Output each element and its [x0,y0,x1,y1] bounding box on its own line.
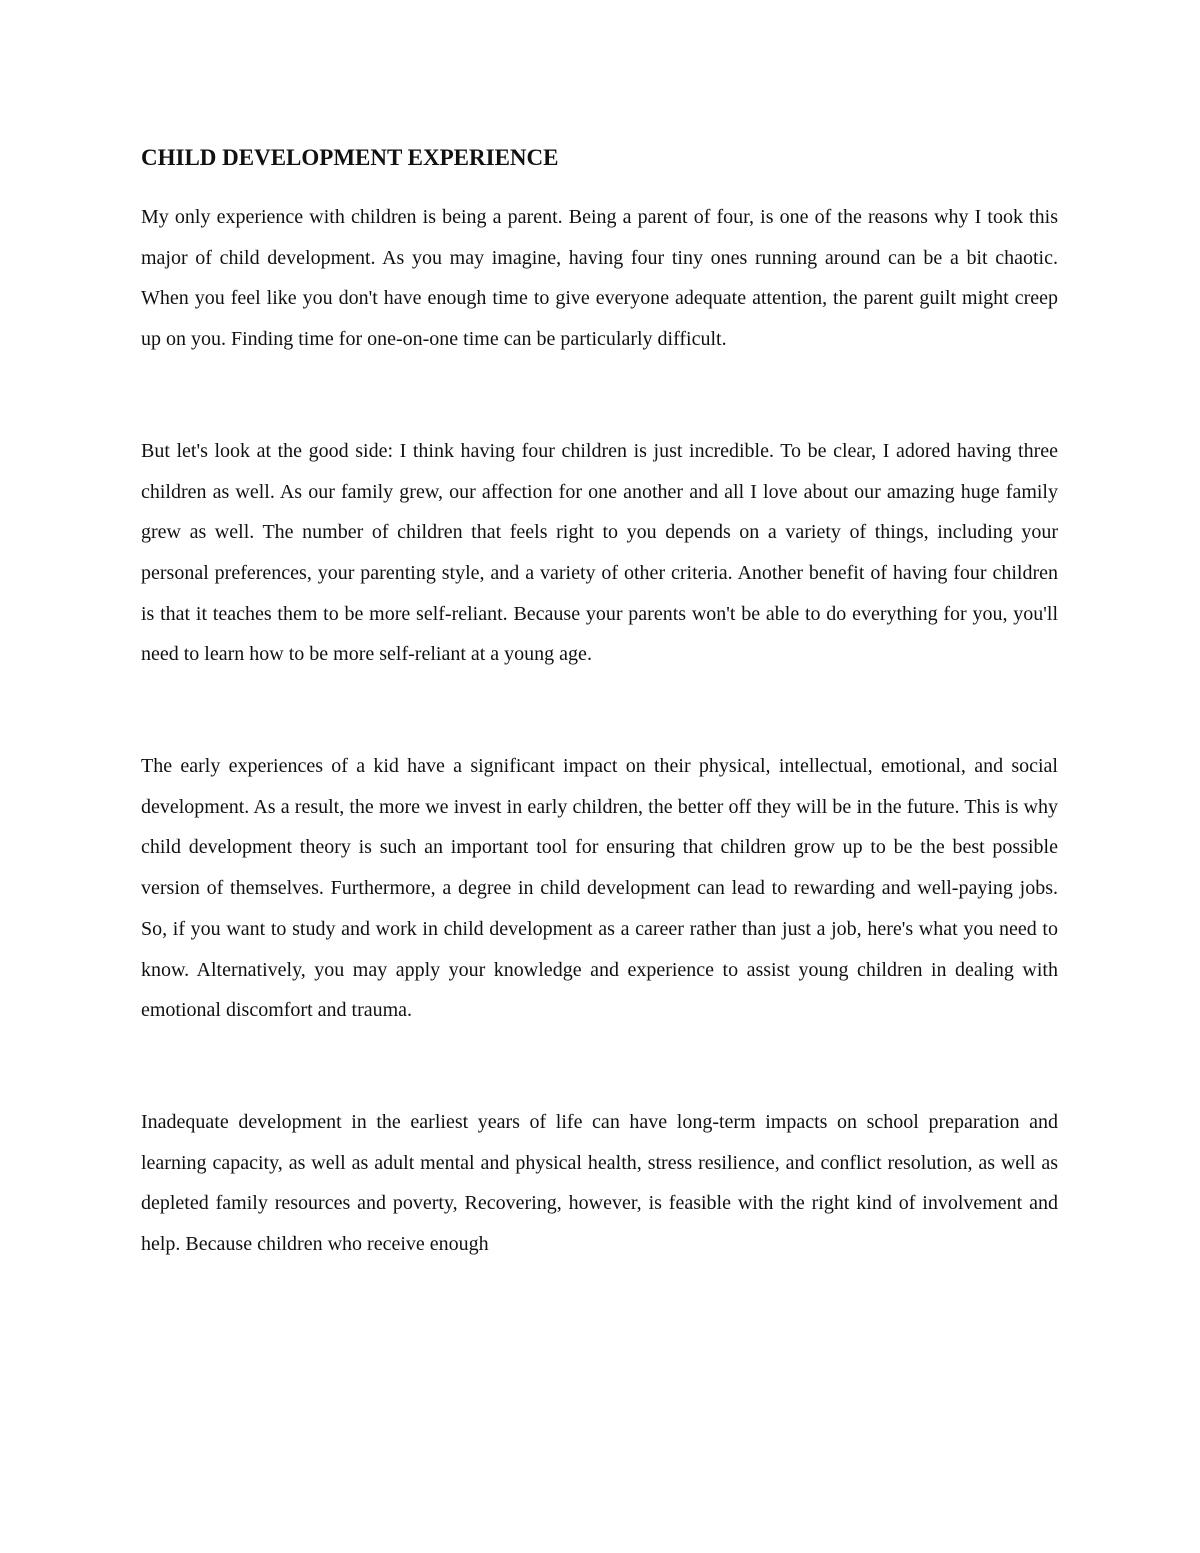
paragraph-parenting-experience: My only experience with children is being a parent. Being a parent of four, is one of the reasons why I took this major of child development. As you may imagine, having four tiny ones running around can be a bit chaotic. When you feel like you don't have enough time to give everyone adequate attention, the parent guilt might creep up on you. Finding time for one-on-one time can be particularly difficult. [141,206,1058,351]
paragraph-early-experiences: The early experiences of a kid have a significant impact on their physical, intellectual, emotional, and social development. As a result, the more we invest in early children, the better off they will be in the future. This is why child development theory is such an important tool for ensuring that children grow up to be the best possible version of themselves. Furthermore, a degree in child development can lead to rewarding and well-paying jobs. So, if you want to study and work in child development as a career rather than just a job, here's what you need to know. Alternatively, you may apply your knowledge and experience to assist young children in dealing with emotional discomfort and trauma. [141,755,1058,1022]
document-body [141,140,1058,1265]
paragraph-good-side: But let's look at the good side: I think having four children is just incredible. To be clear, I adored having three children as well. As our family grew, our affection for one another and all I love about our amazing huge family grew as well. The number of children that feels right to you depends on a variety of things, including your personal preferences, your parenting style, and a variety of other criteria. Another benefit of having four children is that it teaches them to be more self-reliant. Because your parents won't be able to do everything for you, you'll need to learn how to be more self-reliant at a young age. [141,439,1058,666]
paragraph-inadequate-development: Inadequate development in the earliest years of life can have long-term impacts on school preparation and learning capacity, as well as adult mental and physical health, stress resilience, and conflict resolution, as well as depleted family resources and poverty, Recovering, however, is feasible with the right kind of involvement and help. Because children who receive enough [141,1110,1058,1256]
document-title: CHILD DEVELOPMENT EXPERIENCE [141,145,559,170]
